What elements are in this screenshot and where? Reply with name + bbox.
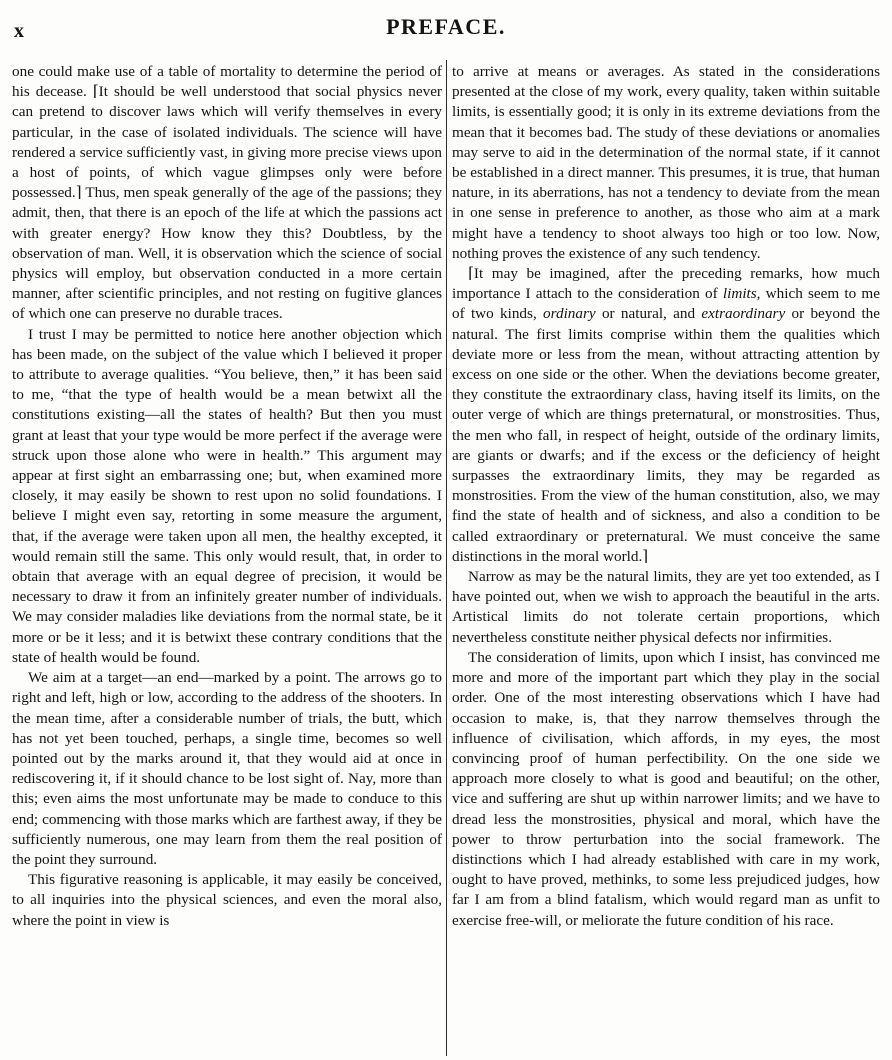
- right-column: [452, 62, 880, 931]
- paragraph-text: or natural, and: [595, 305, 702, 323]
- left-column: [12, 62, 442, 931]
- page-number: x: [14, 20, 25, 42]
- paragraph-text: or beyond the natural. The first limits comprise within them the qualities which deviate more or less from the mean, without attracting attention by excess on one side or the other. When the deviations become greater, they constitute the extraordinary class, having itself its limits, on the outer verge of which are things preternatural, or monstrosities. Thus, the men who fall, in respect of height, outside of the ordinary limits, are giants or dwarfs; and if the excess or the deficiency of height surpasses the extraordinary limits, they may be regarded as monstrosities. From the view of the human constitution, also, we may find the state of health and of sickness, and also a condition to be called extraordinary or preternatural. We must conceive the same distinctions in the moral world.⌉: [452, 305, 881, 565]
- paragraph-text: ⌈It may be imagined, after the preceding remarks, how much importance I attach to the consideration of: [452, 265, 880, 303]
- paragraph: We aim at a target—an end—marked by a point. The arrows go to right and left, high or low, according to the address of the shooters. In the mean time, after a considerable number of trials, the butt, which has not yet been touched, perhaps, a single time, becomes so well pointed out by the marks around it, that they would aid at once in rediscovering it, if it should chance to be lost sight of. Nay, more than this; even aims the most unfortunate may be made to conduce to this end; commencing with those marks which are farthest away, if they be sufficiently numerous, one may learn from them the real position of the point they surround.: [12, 669, 442, 868]
- running-title: PREFACE.: [386, 14, 506, 39]
- paragraph: The consideration of limits, upon which I insist, has convinced me more and more of the important part which they play in the social order. One of the most interesting observations which I have had occasion to make, is, that they narrow themselves through the influence of civilisation, which affords, in my eyes, the most convincing proof of human perfectibility. On the one side we approach more closely to what is good and beautiful; on the other, vice and suffering are shut up within narrower limits; and we have to dread less the monstrosities, physical and moral, which have the power to throw perturbation into the social framework. The distinctions which I had already established with care in my work, ought to have proved, methinks, to some less prejudiced judges, how far I am from a blind fatalism, which would regard man as unfit to exercise free-will, or meliorate the future condition of his race.: [452, 648, 880, 929]
- paragraph: Narrow as may be the natural limits, they are yet too extended, as I have pointed out, when we wish to approach the beautiful in the arts. Artistical limits do not tolerate certain proportions, which nevertheless constitute neither physical defects nor infirmities.: [452, 568, 880, 646]
- emphasis: ordinary: [543, 305, 596, 323]
- page-header: [0, 6, 892, 46]
- paragraph: I trust I may be permitted to notice here another objection which has been made, on the subject of the value which I believed it proper to attribute to average qualities. “You believe, then,” it has been said to me, “that the type of health would be a mean betwixt all the constitutions existing—all the states of health? But then you must grant at least that your type would be more perfect if the average were struck upon those alone who were in health.” This argument may appear at first sight an embarrassing one; but, when examined more closely, it may easily be shown to rest upon no solid foundations. I believe I might even say, retorting in some measure the argument, that, if the average were taken upon all men, the healthy excepted, it would remain still the same. This only would result, that, in order to obtain that average with an equal degree of precision, it would be necessary to draw it from an infinitely greater number of individuals. We may consider maladies like deviations from the normal state, be it more or be it less; and it is betwixt these contrary conditions that the state of health would be found.: [12, 325, 442, 666]
- column-divider: [446, 60, 447, 1056]
- paragraph: to arrive at means or averages. As stated in the considerations presented at the close of my work, every quality, taken within suitable limits, is essentially good; it is only in its extreme deviations from the mean that it becomes bad. The study of these deviations or anomalies may serve to aid in the determination of the normal state, if it cannot be established in a direct manner. This presumes, it is true, that human nature, in its aberrations, has not a tendency to deviate from the mean in one sense in preference to another, as those who aim at a mark might have a tendency to shoot always too high or too low. Now, nothing proves the existence of any such tendency.: [452, 63, 880, 262]
- paragraph: [452, 264, 880, 567]
- emphasis: limits: [722, 285, 757, 303]
- paragraph: one could make use of a table of mortality to determine the period of his decease. ⌈It should be well understood that social physics never can pretend to discover laws which will verify themselves in every particular, in the case of isolated individuals. The science will have rendered a service sufficiently vast, in giving more precise views upon a host of points, of which vague glimpses only were before possessed.⌉ Thus, men speak generally of the age of the passions; they admit, then, that there is an epoch of the life at which the passions act with greater energy? How know they this? Doubtless, by the observation of man. Well, it is observation which the science of social physics will employ, but observation conducted in a more certain manner, after scientific principles, and not resting on fugitive glances of which one can preserve no durable traces.: [12, 63, 442, 323]
- paragraph: This figurative reasoning is applicable, it may easily be conceived, to all inquiries into the physical sciences, and even the moral also, where the point in view is: [12, 871, 442, 929]
- emphasis: extraordinary: [701, 305, 786, 323]
- paragraph-text: , which seem to me of two kinds,: [452, 285, 880, 323]
